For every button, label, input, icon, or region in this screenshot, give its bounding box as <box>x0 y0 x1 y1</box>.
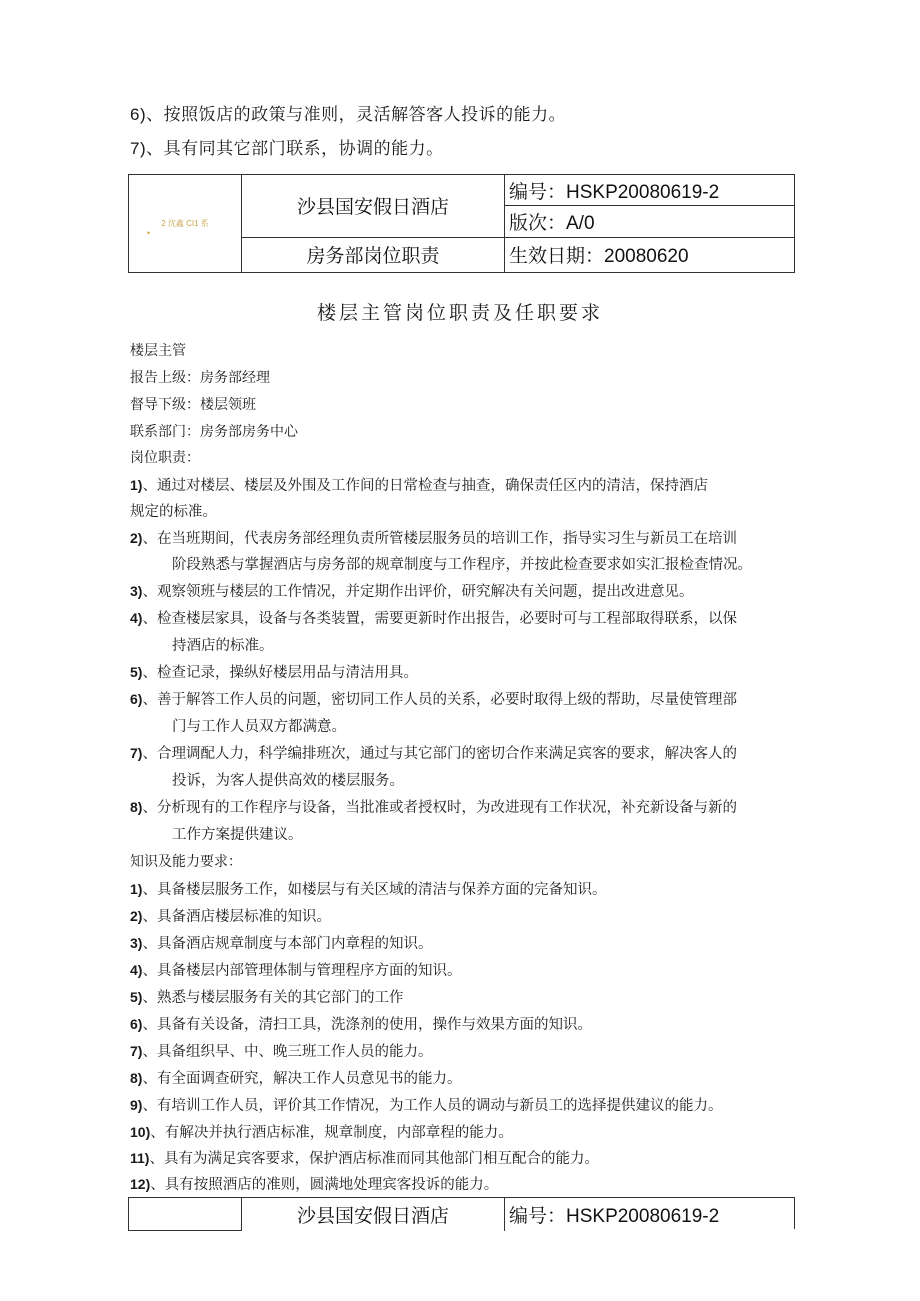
page-title: 楼层主管岗位职责及任职要求 <box>316 302 603 324</box>
position-name: 楼层主管 <box>130 343 186 359</box>
duties-label: 岗位职责： <box>130 450 200 466</box>
duty-item-7: 7)、合理调配人力，科学编排班次，通过与其它部门的密切合作来满足宾客的要求，解决客人的 <box>130 745 737 762</box>
next-document-code: 编号：HSKP20080619-2 <box>505 1198 796 1231</box>
duty-item-3: 3)、观察领班与楼层的工作情况，并定期作出评价，研究解决有关问题，提出改进意见。 <box>130 583 694 600</box>
knowledge-item-1: 1)、具备楼层服务工作，如楼层与有关区域的清洁与保养方面的完备知识。 <box>130 881 607 898</box>
hotel-name: 沙县国安假日酒店 <box>242 175 505 238</box>
knowledge-item-11: 11)、具有为满足宾客要求，保护酒店标准而同其他部门相互配合的能力。 <box>130 1150 599 1167</box>
prev-item-7: 7)、具有同其它部门联系，协调的能力。 <box>130 139 444 159</box>
knowledge-item-8: 8)、有全面调查研究，解决工作人员意见书的能力。 <box>130 1070 462 1087</box>
knowledge-label: 知识及能力要求： <box>130 854 242 870</box>
duty-item-7-cont: 投诉，为客人提供高效的楼层服务。 <box>172 773 404 789</box>
next-page-header-table <box>128 1197 795 1231</box>
knowledge-item-10: 10)、有解决并执行酒店标准，规章制度，内部章程的能力。 <box>130 1124 513 1141</box>
document-code: 编号：HSKP20080619-2 <box>505 175 795 206</box>
duty-item-8-cont: 工作方案提供建议。 <box>172 827 303 843</box>
knowledge-item-2: 2)、具备酒店楼层标准的知识。 <box>130 908 331 925</box>
duty-item-6: 6)、善于解答工作人员的问题，密切同工作人员的关系，必要时取得上级的帮助，尽量使管理部 <box>130 691 737 708</box>
duty-item-4: 4)、检查楼层家具，设备与各类装置，需要更新时作出报告，必要时可与工程部取得联系，以保 <box>130 610 737 627</box>
duty-item-1: 1)、通过对楼层、楼层及外围及工作间的日常检查与抽查，确保责任区内的清洁，保持酒店 <box>130 477 708 494</box>
effective-date: 生效日期：20080620 <box>505 237 795 272</box>
document-version: 版次：A/0 <box>505 206 795 237</box>
supervise: 督导下级：楼层领班 <box>130 397 256 413</box>
duty-item-2-cont: 阶段熟悉与掌握酒店与房务部的规章制度与工作程序，并按此检查要求如实汇报检查情况。 <box>172 557 752 573</box>
duty-item-4-cont: 持酒店的标准。 <box>172 638 274 654</box>
contact-dept: 联系部门：房务部房务中心 <box>130 424 298 440</box>
duty-item-6-cont: 门与工作人员双方都满意。 <box>172 719 346 735</box>
next-logo-cell <box>129 1198 242 1231</box>
next-table-right-border <box>794 1197 795 1229</box>
knowledge-item-5: 5)、熟悉与楼层服务有关的其它部门的工作 <box>130 989 404 1006</box>
department-duty: 房务部岗位职责 <box>242 237 505 272</box>
company-logo: • 2 沈鑫 CI1 系 <box>147 219 209 238</box>
next-hotel-name: 沙县国安假日酒店 <box>242 1198 505 1231</box>
logo-mark-icon: • <box>147 228 151 238</box>
document-header-table <box>128 174 795 273</box>
logo-cell <box>129 175 242 273</box>
knowledge-item-12: 12)、具有按照酒店的准则，圆满地处理宾客投诉的能力。 <box>130 1176 499 1193</box>
report-to: 报告上级：房务部经理 <box>130 370 270 386</box>
duty-item-1-cont: 规定的标准。 <box>130 504 217 520</box>
knowledge-item-9: 9)、有培训工作人员，评价其工作情况，为工作人员的调动与新员工的选择提供建议的能力。 <box>130 1097 723 1114</box>
duty-item-5: 5)、检查记录，操纵好楼层用品与清洁用具。 <box>130 664 418 681</box>
knowledge-item-4: 4)、具备楼层内部管理体制与管理程序方面的知识。 <box>130 962 462 979</box>
duty-item-8: 8)、分析现有的工作程序与设备，当批准或者授权时，为改进现有工作状况，补充新设备与新的 <box>130 799 737 816</box>
prev-item-6: 6)、按照饭店的政策与准则，灵活解答客人投诉的能力。 <box>130 105 567 125</box>
knowledge-item-6: 6)、具备有关设备，清扫工具，洗涤剂的使用，操作与效果方面的知识。 <box>130 1016 592 1033</box>
duty-item-2: 2)、在当班期间，代表房务部经理负责所管楼层服务员的培训工作，指导实习生与新员工在培训 <box>130 530 737 547</box>
knowledge-item-7: 7)、具备组织早、中、晚三班工作人员的能力。 <box>130 1043 433 1060</box>
knowledge-item-3: 3)、具备酒店规章制度与本部门内章程的知识。 <box>130 935 433 952</box>
